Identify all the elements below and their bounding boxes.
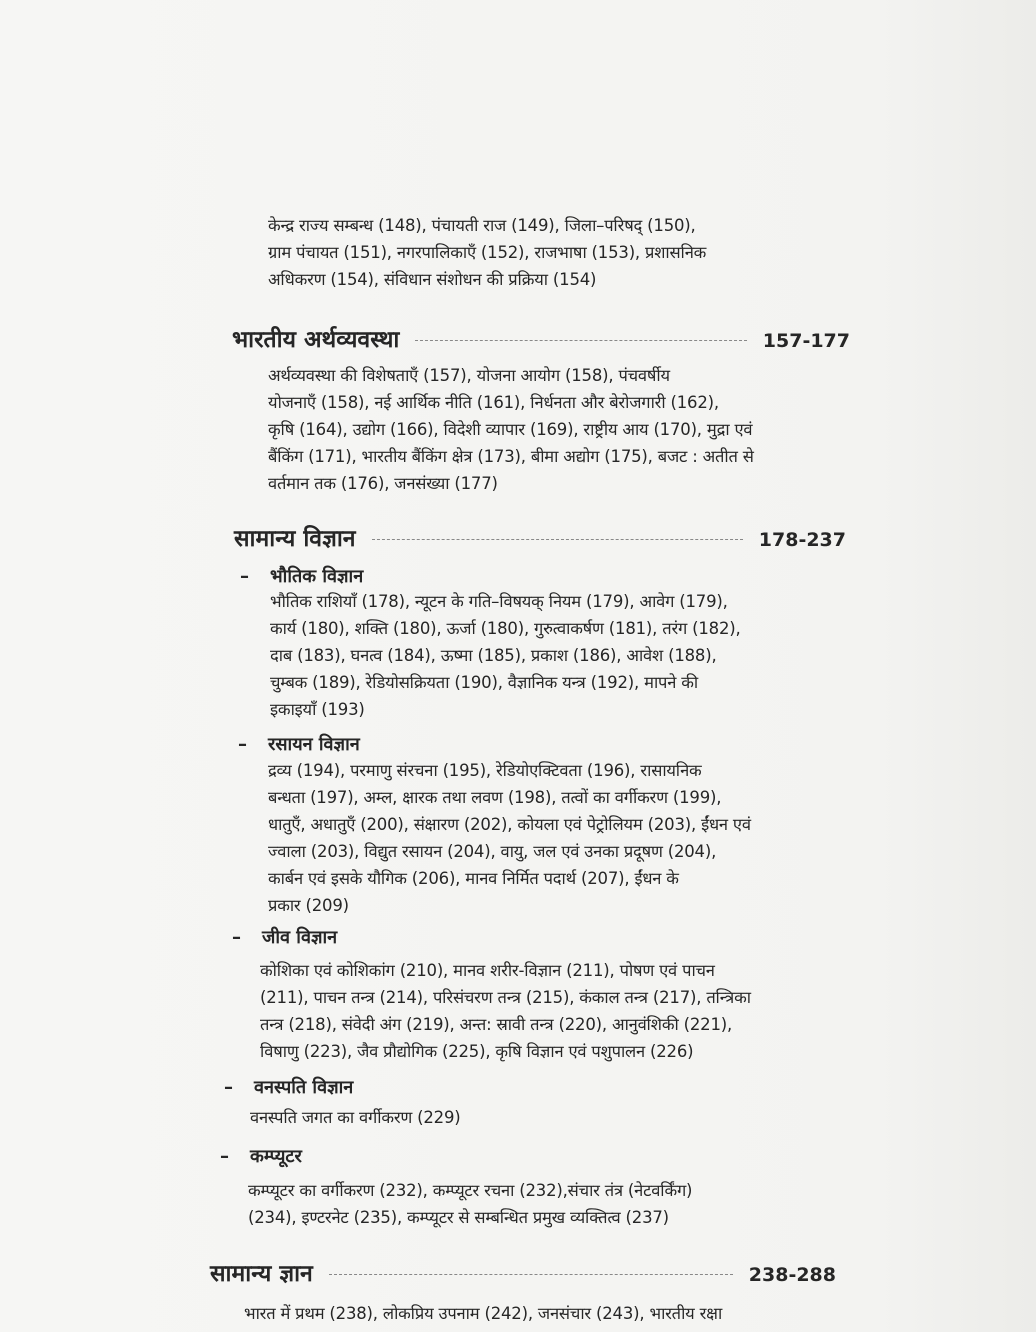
text-line: (211), पाचन तन्त्र (214), परिसंचरण तन्त्र (215), कंकाल तन्त्र (217), तन्त्रिका — [260, 988, 751, 1007]
subsection-title: रसायन विज्ञान — [268, 734, 360, 755]
text-line: कार्य (180), शक्ति (180), ऊर्जा (180), गुरुत्वाकर्षण (181), तरंग (182), — [270, 619, 741, 638]
text-line: धातुएँ, अधातुएँ (200), संक्षारण (202), कोयला एवं पेट्रोलियम (203), ईंधन एवं — [268, 815, 751, 834]
subsection-contents — [270, 588, 741, 723]
text-line: इकाइयाँ (193) — [270, 700, 365, 719]
subsection-botany[interactable] — [224, 1075, 353, 1099]
dash-bullet: – — [238, 734, 247, 755]
dash-bullet: – — [232, 927, 241, 948]
toc-entry-general-science[interactable] — [234, 521, 846, 553]
page-range: 238-288 — [748, 1264, 836, 1286]
text-line: प्रकार (209) — [268, 896, 349, 915]
text-line: ज्वाला (203), विद्युत रसायन (204), वायु, जल एवं उनका प्रदूषण (204), — [268, 842, 717, 861]
toc-entry-indian-economy[interactable] — [232, 322, 850, 354]
text-line: अर्थव्यवस्था की विशेषताएँ (157), योजना आयोग (158), पंचवर्षीय — [268, 366, 670, 385]
dash-bullet: – — [240, 566, 249, 587]
text-line: तन्त्र (218), संवेदी अंग (219), अन्त: स्रावी तन्त्र (220), आनुवंशिकी (221), — [260, 1015, 733, 1034]
text-line: ग्राम पंचायत (151), नगरपालिकाएँ (152), राजभाषा (153), प्रशासनिक — [268, 243, 707, 262]
page-range: 157-177 — [762, 330, 850, 352]
section-contents — [244, 1300, 722, 1327]
text-line: बन्धता (197), अम्ल, क्षारक तथा लवण (198), तत्वों का वर्गीकरण (199), — [268, 788, 722, 807]
subsection-biology[interactable] — [232, 925, 337, 949]
subsection-contents — [248, 1177, 692, 1231]
subsection-title: वनस्पति विज्ञान — [254, 1077, 354, 1098]
section-title: भारतीय अर्थव्यवस्था — [232, 327, 400, 353]
dotted-leader — [372, 539, 743, 540]
subsection-title: जीव विज्ञान — [262, 927, 338, 948]
text-line: वनस्पति जगत का वर्गीकरण (229) — [250, 1108, 461, 1127]
text-line: कार्बन एवं इसके यौगिक (206), मानव निर्मित पदार्थ (207), ईंधन के — [268, 869, 679, 888]
section-title: सामान्य ज्ञान — [210, 1261, 313, 1287]
text-line: भौतिक राशियाँ (178), न्यूटन के गति–विषयक् नियम (179), आवेग (179), — [270, 592, 728, 611]
subsection-contents — [250, 1104, 461, 1131]
text-line: योजनाएँ (158), नई आर्थिक नीति (161), निर्धनता और बेरोजगारी (162), — [268, 393, 719, 412]
subsection-title: भौतिक विज्ञान — [270, 566, 364, 587]
toc-entry-general-knowledge[interactable] — [210, 1256, 836, 1288]
dash-bullet: – — [220, 1146, 229, 1167]
text-line: कृषि (164), उद्योग (166), विदेशी व्यापार (169), राष्ट्रीय आय (170), मुद्रा एवं — [268, 420, 753, 439]
text-line: अधिकरण (154), संविधान संशोधन की प्रक्रिया (154) — [268, 270, 597, 289]
subsection-contents — [268, 757, 751, 919]
section-title: सामान्य विज्ञान — [234, 526, 356, 552]
text-line: केन्द्र राज्य सम्बन्ध (148), पंचायती राज (149), जिला–परिषद् (150), — [268, 216, 696, 235]
intro-paragraph — [268, 212, 706, 293]
page-range: 178-237 — [758, 529, 846, 551]
text-line: चुम्बक (189), रेडियोसक्रियता (190), वैज्ञानिक यन्त्र (192), मापने की — [270, 673, 698, 692]
subsection-chemistry[interactable] — [238, 732, 360, 756]
dotted-leader — [415, 340, 746, 341]
text-line: विषाणु (223), जैव प्रौद्योगिक (225), कृषि विज्ञान एवं पशुपालन (226) — [260, 1042, 694, 1061]
text-line: दाब (183), घनत्व (184), ऊष्मा (185), प्रकाश (186), आवेश (188), — [270, 646, 717, 665]
subsection-title: कम्प्यूटर — [250, 1146, 302, 1167]
text-line: भारत में प्रथम (238), लोकप्रिय उपनाम (242), जनसंचार (243), भारतीय रक्षा — [244, 1304, 723, 1323]
text-line: कोशिका एवं कोशिकांग (210), मानव शरीर-विज्ञान (211), पोषण एवं पाचन — [260, 961, 715, 980]
subsection-physics[interactable] — [240, 564, 363, 588]
text-line: बैंकिंग (171), भारतीय बैंकिंग क्षेत्र (173), बीमा अद्योग (175), बजट : अतीत से — [268, 447, 754, 466]
text-line: द्रव्य (194), परमाणु संरचना (195), रेडियोएक्टिवता (196), रासायनिक — [268, 761, 702, 780]
dash-bullet: – — [224, 1077, 233, 1098]
text-line: (234), इण्टरनेट (235), कम्प्यूटर से सम्बन्धित प्रमुख व्यक्तित्व (237) — [248, 1208, 669, 1227]
section-contents — [268, 362, 754, 497]
subsection-contents — [260, 957, 751, 1065]
text-line: वर्तमान तक (176), जनसंख्या (177) — [268, 474, 498, 493]
text-line: कम्प्यूटर का वर्गीकरण (232), कम्प्यूटर रचना (232),संचार तंत्र (नेटवर्किंग) — [248, 1181, 693, 1200]
dotted-leader — [329, 1274, 733, 1275]
subsection-computer[interactable] — [220, 1144, 302, 1168]
